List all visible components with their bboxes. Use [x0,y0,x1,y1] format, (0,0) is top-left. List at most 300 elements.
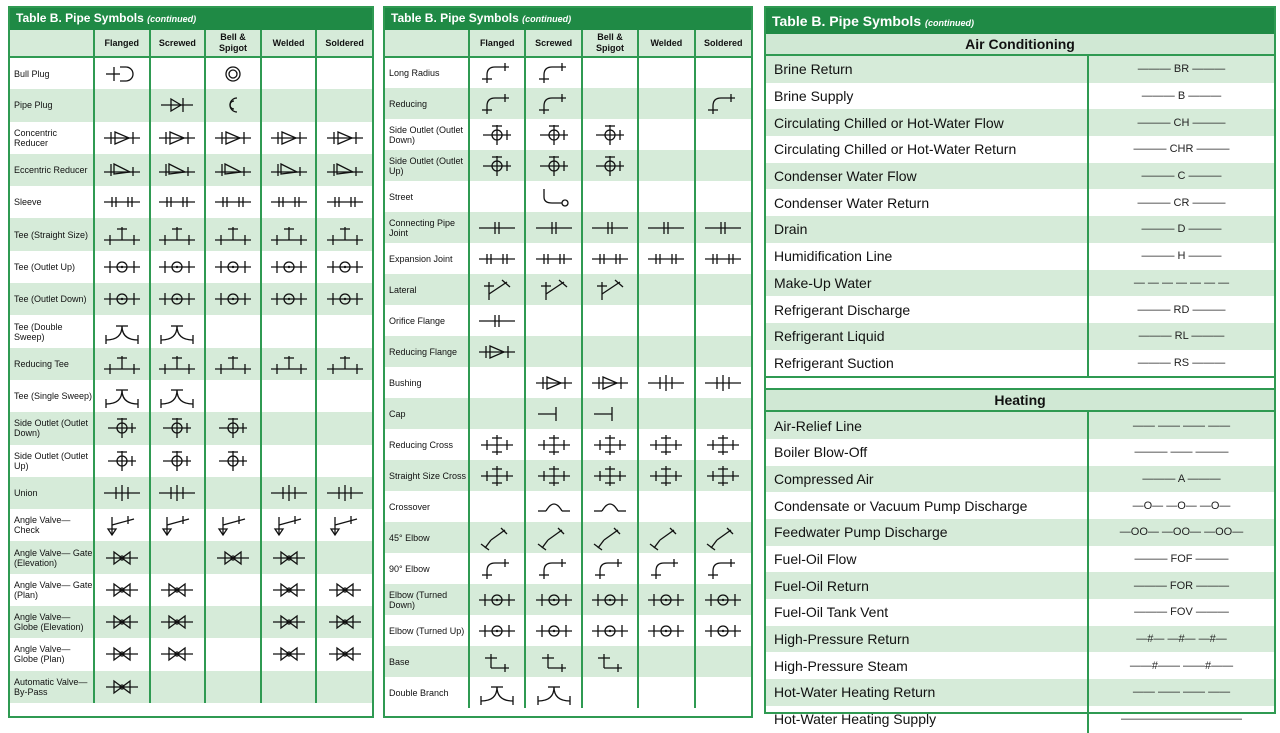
reducer-icon [469,336,525,367]
cross-icon [525,150,581,181]
base-icon [525,646,581,677]
tee-icon [261,218,317,250]
line-symbol: —O— —O— —O— [1088,492,1274,519]
empty-cell [582,677,638,708]
column-header: Welded [261,30,317,57]
empty-cell [638,336,694,367]
legend-label: Hot-Water Heating Return [766,679,1088,706]
sleeve-icon [582,243,638,274]
empty-cell [695,119,751,150]
legend-row [766,679,1274,706]
empty-cell [638,646,694,677]
table-row [385,367,751,398]
reducer-icon [525,367,581,398]
tee-icon [261,348,317,380]
cross4-icon [582,429,638,460]
table-row [385,274,751,305]
tee-icon [205,218,261,250]
legend-label: Brine Supply [774,88,854,105]
row-label: Tee (Outlet Up) [14,261,76,272]
row-label: Connecting Pipe Joint [385,212,469,243]
empty-cell [261,445,317,477]
empty-cell [525,336,581,367]
sweep-icon [469,677,525,708]
table-row [385,119,751,150]
plug-icon [150,89,206,121]
column-header: Soldered [695,30,751,57]
line-symbol: ——————————— [1088,706,1274,733]
legend-table [766,56,1274,376]
table-row [10,574,372,606]
section-header: Air Conditioning [766,34,1274,56]
legend-label: Boiler Blow-Off [774,444,868,461]
circ-icon [205,283,261,315]
valve-icon [94,574,150,606]
valve-icon [94,606,150,638]
cross-icon [205,412,261,444]
table-row [385,584,751,615]
circ-icon [525,615,581,646]
line-symbol: ——— C ——— [1088,163,1274,190]
union-icon [261,477,317,509]
reducer-icon [94,122,150,154]
table-row [385,460,751,491]
column-header: Welded [638,30,694,57]
line-symbol: ——#—— ——#—— [1088,652,1274,679]
angle-icon [150,509,206,541]
joint-icon [525,212,581,243]
legend-row [766,270,1274,297]
valve-icon [261,574,317,606]
table-row [385,398,751,429]
arc-icon [582,491,638,522]
valve-icon [261,606,317,638]
legend-label: Feedwater Pump Discharge [766,519,1088,546]
joint-icon [695,212,751,243]
sweep-icon [94,315,150,347]
joint-icon [469,212,525,243]
empty-cell [582,181,638,212]
ecc-icon [261,154,317,186]
cross4-icon [469,460,525,491]
line-symbol: ——— A ——— [1088,466,1274,493]
sweep-icon [94,380,150,412]
row-label: Reducing Cross [389,439,454,450]
empty-cell [582,305,638,336]
valve-icon [316,638,372,670]
empty-cell [316,57,372,89]
lateral-icon [469,274,525,305]
cross4-icon [525,429,581,460]
empty-cell [205,606,261,638]
circ-icon [695,615,751,646]
column-header: Soldered [316,30,372,57]
joint-icon [582,212,638,243]
ecc-icon [205,154,261,186]
table-row [10,186,372,218]
valve-icon [316,606,372,638]
table-row [10,154,372,186]
legend-label: Refrigerant Suction [774,354,894,371]
empty-cell [205,477,261,509]
empty-cell [469,367,525,398]
circ-icon [205,251,261,283]
legend-row [766,519,1274,546]
row-label: Elbow (Turned Up) [389,625,465,636]
sleeve-icon [205,186,261,218]
column-header: Flanged [94,30,150,57]
empty-cell [469,181,525,212]
cap-icon [525,398,581,429]
circ-icon [150,283,206,315]
legend-row [766,350,1274,377]
base-icon [469,646,525,677]
empty-cell [316,541,372,573]
e45-icon [638,522,694,553]
circ-icon [469,615,525,646]
pipe-symbols-panel-3 [764,6,1276,728]
legend-label: Condenser Water Flow [766,163,1088,190]
table-row [385,243,751,274]
valve-icon [150,574,206,606]
circ-icon [638,584,694,615]
empty-cell [582,88,638,119]
empty-cell [638,677,694,708]
row-label: Side Outlet (Outlet Down) [10,412,94,444]
reducer-icon [316,122,372,154]
table-row [10,251,372,283]
empty-cell [469,491,525,522]
legend-row [766,136,1274,163]
joint-icon [638,212,694,243]
legend-row [766,572,1274,599]
empty-cell [695,57,751,88]
panel-2-table [385,30,751,708]
table-row [10,412,372,444]
empty-cell [638,57,694,88]
row-label: Reducing Tee [10,348,94,380]
row-label: Angle Valve— Globe (Plan) [14,644,71,665]
table-row [10,315,372,347]
table-row [385,57,751,88]
cap-flange-icon [94,57,150,89]
legend-label: Drain [766,216,1088,243]
empty-cell [316,380,372,412]
empty-cell [205,574,261,606]
row-label: Crossover [389,501,431,512]
row-label: Sleeve [14,197,42,208]
table-row [10,57,372,89]
cross4-icon [638,460,694,491]
legend-label: Circulating Chilled or Hot-Water Return [774,141,1017,158]
empty-cell [316,671,372,703]
sleeve-icon [695,243,751,274]
panel-2-title: Table B. Pipe Symbols (continued) [385,8,751,30]
table-row [385,181,751,212]
empty-cell [695,491,751,522]
empty-cell [638,150,694,181]
row-label: Bushing [389,377,422,388]
circ-icon [261,283,317,315]
empty-cell [695,305,751,336]
empty-cell [205,638,261,670]
table-row [385,491,751,522]
empty-cell [316,315,372,347]
row-label: Side Outlet (Outlet Up) [14,450,89,471]
line-symbol: ——— RL ——— [1088,323,1274,350]
plug-bell-icon [205,89,261,121]
cross-icon [94,445,150,477]
column-header: Bell & Spigot [205,30,261,57]
tee-icon [205,348,261,380]
line-symbol: ——— FOR ——— [1088,572,1274,599]
line-symbol: ——— FOV ——— [1088,599,1274,626]
valve-icon [94,638,150,670]
tee-icon [94,218,150,250]
table-row [385,305,751,336]
angle-icon [205,509,261,541]
elbow-icon [638,553,694,584]
table-row [10,218,372,250]
empty-cell [695,398,751,429]
table-row [10,606,372,638]
empty-cell [469,398,525,429]
row-label: Elbow (Turned Down) [385,584,469,615]
line-symbol: ——— H ——— [1088,243,1274,270]
tee-icon [316,218,372,250]
empty-cell [695,150,751,181]
empty-cell [205,671,261,703]
row-label: Tee (Single Sweep) [14,391,93,402]
line-symbol: —— —— —— —— [1088,412,1274,439]
circ-icon [582,584,638,615]
legend-label: Make-Up Water [766,270,1088,297]
reducer-icon [205,122,261,154]
table-row [385,615,751,646]
row-label: Angle Valve— Gate (Elevation) [10,541,94,573]
line-symbol: — — — — — — — [1088,270,1274,297]
elbow-icon [525,88,581,119]
row-label: Straight Size Cross [385,460,469,491]
cross-icon [469,119,525,150]
sweep-icon [150,380,206,412]
sleeve-icon [94,186,150,218]
line-symbol: ——— RD ——— [1088,296,1274,323]
union-icon [150,477,206,509]
angle-icon [316,509,372,541]
union-icon [638,367,694,398]
valve-icon [150,638,206,670]
empty-cell [695,677,751,708]
legend-row [766,599,1274,626]
circ-icon [469,584,525,615]
tee-icon [316,348,372,380]
circ-icon [316,283,372,315]
row-label: Automatic Valve— By-Pass [10,671,94,703]
empty-cell [582,336,638,367]
empty-cell [638,119,694,150]
empty-cell [261,315,317,347]
elbow-icon [469,57,525,88]
panel-3-title: Table B. Pipe Symbols (continued) [766,8,1274,34]
tee-icon [94,348,150,380]
column-header: Screwed [150,30,206,57]
legend-row [766,189,1274,216]
legend-label: Refrigerant Discharge [774,301,911,318]
circ-icon [94,283,150,315]
line-symbol: ——— FOF ——— [1088,546,1274,573]
legend-label: High-Pressure Return [766,626,1088,653]
line-symbol: —OO— —OO— —OO— [1088,519,1274,546]
table-row [10,348,372,380]
cross4-icon [582,460,638,491]
ring-icon [205,57,261,89]
line-symbol: —— —— —— —— [1088,679,1274,706]
column-header [385,30,469,57]
ecc-icon [316,154,372,186]
cross-icon [582,150,638,181]
e45-icon [582,522,638,553]
legend-label: High-Pressure Steam [774,657,908,674]
empty-cell [695,646,751,677]
reducer-icon [150,122,206,154]
section-gap [766,376,1274,390]
row-label: Reducing [385,88,469,119]
line-symbol: ——— D ——— [1088,216,1274,243]
row-label: Eccentric Reducer [10,154,94,186]
cross-icon [94,412,150,444]
union-icon [695,367,751,398]
legend-row [766,626,1274,653]
table-row [10,380,372,412]
sleeve-icon [525,243,581,274]
e45-icon [469,522,525,553]
elbow-icon [695,88,751,119]
sleeve-icon [638,243,694,274]
tee-icon [150,218,206,250]
row-label: Base [385,646,469,677]
row-label: Pipe Plug [10,89,94,121]
cross-icon [582,119,638,150]
empty-cell [150,671,206,703]
legend-label: Condenser Water Return [774,194,930,211]
empty-cell [261,380,317,412]
line-symbol: ——— CR ——— [1088,189,1274,216]
row-label: Expansion Joint [389,253,453,264]
elbow-icon [469,553,525,584]
row-label: Long Radius [389,68,440,78]
sleeve-icon [316,186,372,218]
circ-icon [150,251,206,283]
row-label: Angle Valve— Gate (Plan) [14,579,93,600]
empty-cell [94,89,150,121]
row-label: Tee (Outlet Down) [10,283,94,315]
table-row [10,89,372,121]
row-label: Tee (Straight Size) [10,218,94,250]
angle-icon [261,509,317,541]
row-label: Concentric Reducer [14,127,58,148]
elbow-icon [525,553,581,584]
legend-row [766,243,1274,270]
cross4-icon [695,460,751,491]
empty-cell [205,380,261,412]
line-symbol: ——— CHR ——— [1088,136,1274,163]
valve-icon [94,541,150,573]
line-symbol: ——— RS ——— [1088,350,1274,377]
ecc-icon [94,154,150,186]
empty-cell [695,274,751,305]
legend-row [766,652,1274,679]
empty-cell [150,541,206,573]
ecc-icon [150,154,206,186]
elbow-icon [525,57,581,88]
row-label: Street [389,191,414,202]
elbow-icon [582,553,638,584]
row-label: Orifice Flange [389,315,446,326]
empty-cell [638,491,694,522]
line-symbol: ——— B ——— [1088,83,1274,110]
valve-icon [316,574,372,606]
empty-cell [261,412,317,444]
angle-icon [94,509,150,541]
empty-cell [316,412,372,444]
row-label: 90° Elbow [389,563,430,574]
line-symbol: ——— CH ——— [1088,109,1274,136]
row-label: Lateral [385,274,469,305]
legend-row [766,412,1274,439]
empty-cell [316,445,372,477]
legend-label: Fuel-Oil Return [766,572,1088,599]
table-row [385,646,751,677]
circ-icon [695,584,751,615]
legend-label: Brine Return [766,56,1088,83]
union-icon [316,477,372,509]
sleeve-icon [261,186,317,218]
valve-icon [261,541,317,573]
empty-cell [638,305,694,336]
legend-label: Hot-Water Heating Supply [774,711,937,728]
table-row [10,671,372,703]
sweep-icon [525,677,581,708]
circ-icon [582,615,638,646]
line-symbol: —#— —#— —#— [1088,626,1274,653]
cross-icon [525,119,581,150]
joint-icon [469,305,525,336]
reducer-icon [582,367,638,398]
empty-cell [638,398,694,429]
legend-row [766,323,1274,350]
legend-row [766,706,1274,733]
empty-cell [261,57,317,89]
empty-cell [638,274,694,305]
empty-cell [638,88,694,119]
legend-label: Fuel-Oil Tank Vent [774,604,889,621]
legend-label: Circulating Chilled or Hot-Water Flow [766,109,1088,136]
table-row [10,283,372,315]
sleeve-icon [469,243,525,274]
row-label: Tee (Double Sweep) [14,321,63,342]
legend-row [766,216,1274,243]
panel-1-table [10,30,372,703]
cross4-icon [469,429,525,460]
cross-icon [150,412,206,444]
empty-cell [582,57,638,88]
arc-icon [525,491,581,522]
table-row [10,445,372,477]
column-header [10,30,94,57]
legend-label: Compressed Air [766,466,1088,493]
row-label: Angle Valve— Check [14,515,71,536]
